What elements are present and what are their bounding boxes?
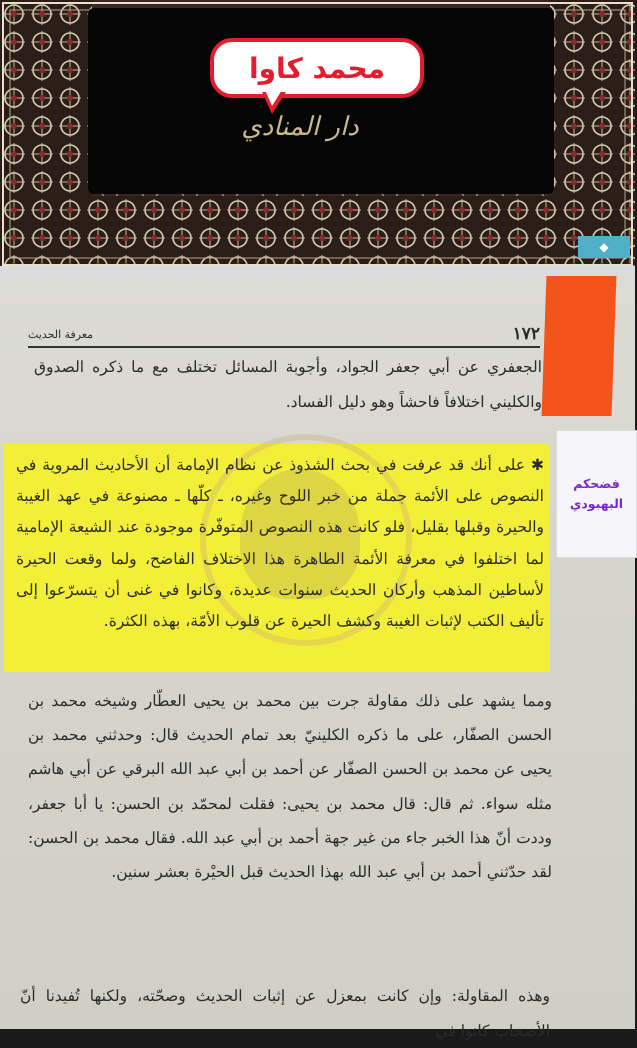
publisher-name: دار المنادي <box>241 112 359 142</box>
cover-center-panel <box>88 8 554 194</box>
paragraph-3: ومما يشهد على ذلك مقاولة جرت بين محمد بن يحيى العطّار وشيخه محمد بن الحسن الصفّار، على ما ذكره الكلينيّ بعد تمام الحديث قال: وحدثني محمد بن يحيى عن محمد بن الحسن الصفّار عن أحمد بن أبي عبد الله البرقي عن أبي هاشم مثله سواء. ثم قال: قال محمد بن يحيى: فقلت لمحمّد بن الحسن: يا أبا جعفر، وددت أنّ هذا الخبر جاء من غير جهة أحمد بن أبي عبد الله. فقال محمد بن الحسن: لقد حدّثني أحمد بن أبي عبد الله بهذا الحديث قبل الحيْرة بعشر سنين. <box>28 692 552 882</box>
comment-line-2: البهبودي <box>569 496 624 511</box>
paragraph-4: وهذه المقاولة: وإن كانت بمعزل عن إثبات الحديث وصحّته، ولكنها تُفيدنا أنّ الأصحاب كانوا في <box>20 987 550 1040</box>
running-head: معرفة الحديث <box>28 328 94 341</box>
book-cover <box>0 0 635 268</box>
page-number: ١٧٢ <box>512 324 540 344</box>
star-icon: ✱ <box>525 456 544 474</box>
book-page <box>0 274 635 1040</box>
app-logo-icon: ◆ <box>599 240 609 254</box>
cover-badge <box>578 236 630 258</box>
paragraph-1: الجعفري عن أبي جعفر الجواد، وأجوبة المسائل تختلف مع ما ذكره الصدوق والكليني اختلافاً فاحشاً وهو دليل الفساد. <box>34 358 542 411</box>
highlighted-paragraph <box>16 450 544 637</box>
author-speech-bubble <box>210 38 424 98</box>
orange-tab <box>542 276 617 416</box>
author-name: محمد كاوا <box>248 51 385 85</box>
highlighted-paragraph-text: على أنك قد عرفت في بحث الشذوذ عن نظام الإمامة أن الأحاديث المروية في النصوص على الأئمة جملة من خبر اللوح وغيره، ـ كلّها ـ مصنوعة في عهد الغيبة والحيرة وقبلها بقليل، فلو كانت هذه النصوص المتوفّرة موجودة عند الشيعة الإمامية لما اختلفوا في معرفة الأئمة الطاهرة هذا الاختلاف الفاضح، ولما وقعت الحيرة لأساطين المذهب وأركان الحديث سنوات عديدة، وكانوا في غنى أن يتسرّعوا إلى تأليف الكتب لإثبات الغيبة وكشف الحيرة عن قلوب الأمّة، بهذه الكثرة. <box>16 456 544 631</box>
page-header <box>28 324 540 348</box>
comment-card <box>556 430 637 558</box>
comment-line-1: فضحكم <box>573 476 620 491</box>
cover-page-divider <box>0 266 635 274</box>
bubble-tail-inner <box>265 90 282 106</box>
